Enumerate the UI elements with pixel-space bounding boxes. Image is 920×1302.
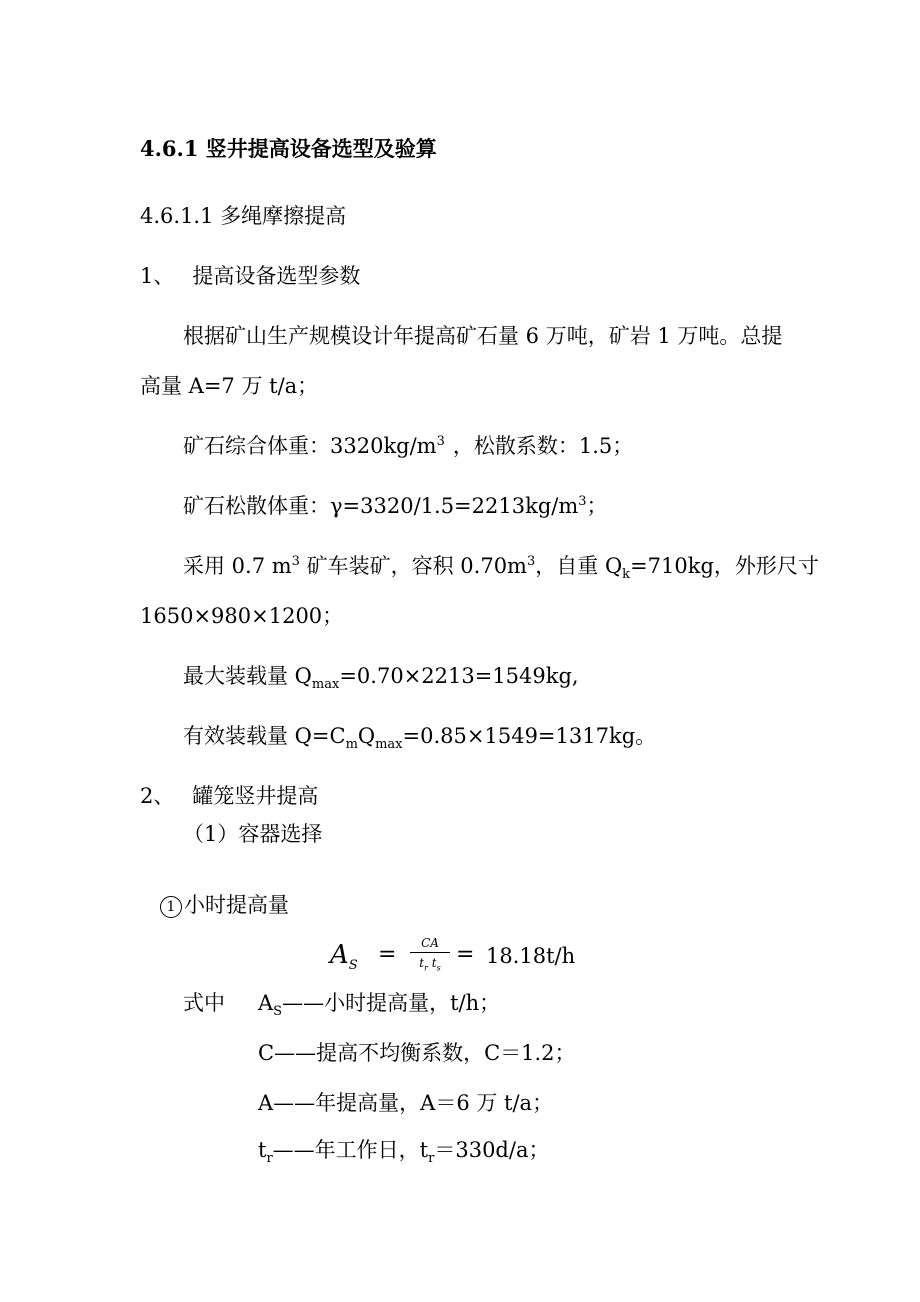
formula-lhs: $A_S$ — [330, 940, 358, 974]
paragraph-ore-density: 矿石综合体重：$3320kg/m^3$ ，松散系数：1.5； — [183, 434, 634, 458]
section-1-title: 提高设备选型参数 — [192, 264, 361, 288]
subsection-container-selection: （1）容器选择 — [183, 822, 323, 846]
paragraph-max-load: 最大装载量 $Q_{max}=0.70\times 2213=1549kg$, — [183, 664, 579, 693]
section-2-title: 罐笼竖井提高 — [192, 784, 319, 808]
fraction-bar — [410, 952, 450, 953]
section-2-heading — [140, 786, 318, 807]
section-1-number: 1、 — [140, 264, 175, 288]
definition-hourly-hoist: $A_S——$小时提高量，t/h； — [258, 991, 501, 1020]
paragraph-1-line-1: 根据矿山生产规模设计年提高矿石量 6 万吨，矿岩 1 万吨。总提 — [183, 324, 783, 348]
circled-number-icon: 1 — [160, 896, 182, 918]
formula-numerator: CA — [421, 936, 439, 950]
section-2-number: 2、 — [140, 784, 175, 808]
section-1-heading — [140, 266, 360, 287]
definition-imbalance-coef: C——提高不均衡系数，C＝1.2； — [258, 1041, 576, 1065]
item-hourly-hoist — [160, 895, 289, 918]
item-hourly-hoist-title: 小时提高量 — [184, 893, 289, 917]
section-heading: 4.6.1 竖井提高设备选型及验算 — [140, 136, 437, 161]
definition-working-days: $t_r——$年工作日，$t_r=330d/a$； — [258, 1138, 550, 1167]
formula-equals-2: = — [456, 942, 475, 967]
definition-annual-hoist: A——年提高量，A＝6 万 t/a； — [258, 1091, 554, 1115]
formula-equals-1: = — [378, 942, 397, 967]
subsection-heading: 4.6.1.1 多绳摩擦提高 — [140, 204, 347, 228]
paragraph-1-line-2: 高量 A=7 万 t/a； — [140, 374, 319, 398]
paragraph-mine-car: 采用 0.7 $m^3$ 矿车装矿，容积 $0.70m^3$，自重 $Q_k=710kg$，外形尺寸 — [183, 554, 819, 583]
formula-result: 18.18t/h — [486, 944, 576, 968]
formula-fraction — [410, 936, 450, 973]
paragraph-loose-density: 矿石松散体重：$\gamma=3320/1.5=2213kg/m^3$； — [183, 494, 608, 518]
formula-hourly-hoist — [328, 936, 588, 976]
paragraph-mine-car-line-2: 1650×980×1200； — [140, 604, 344, 628]
formula-denominator: $t_r$ $t_s$ — [419, 956, 441, 973]
paragraph-effective-load: 有效装载量 $Q=C_mQ_{max}=0.85\times 1549=1317kg$。 — [183, 724, 657, 753]
where-label: 式中 — [183, 991, 225, 1015]
